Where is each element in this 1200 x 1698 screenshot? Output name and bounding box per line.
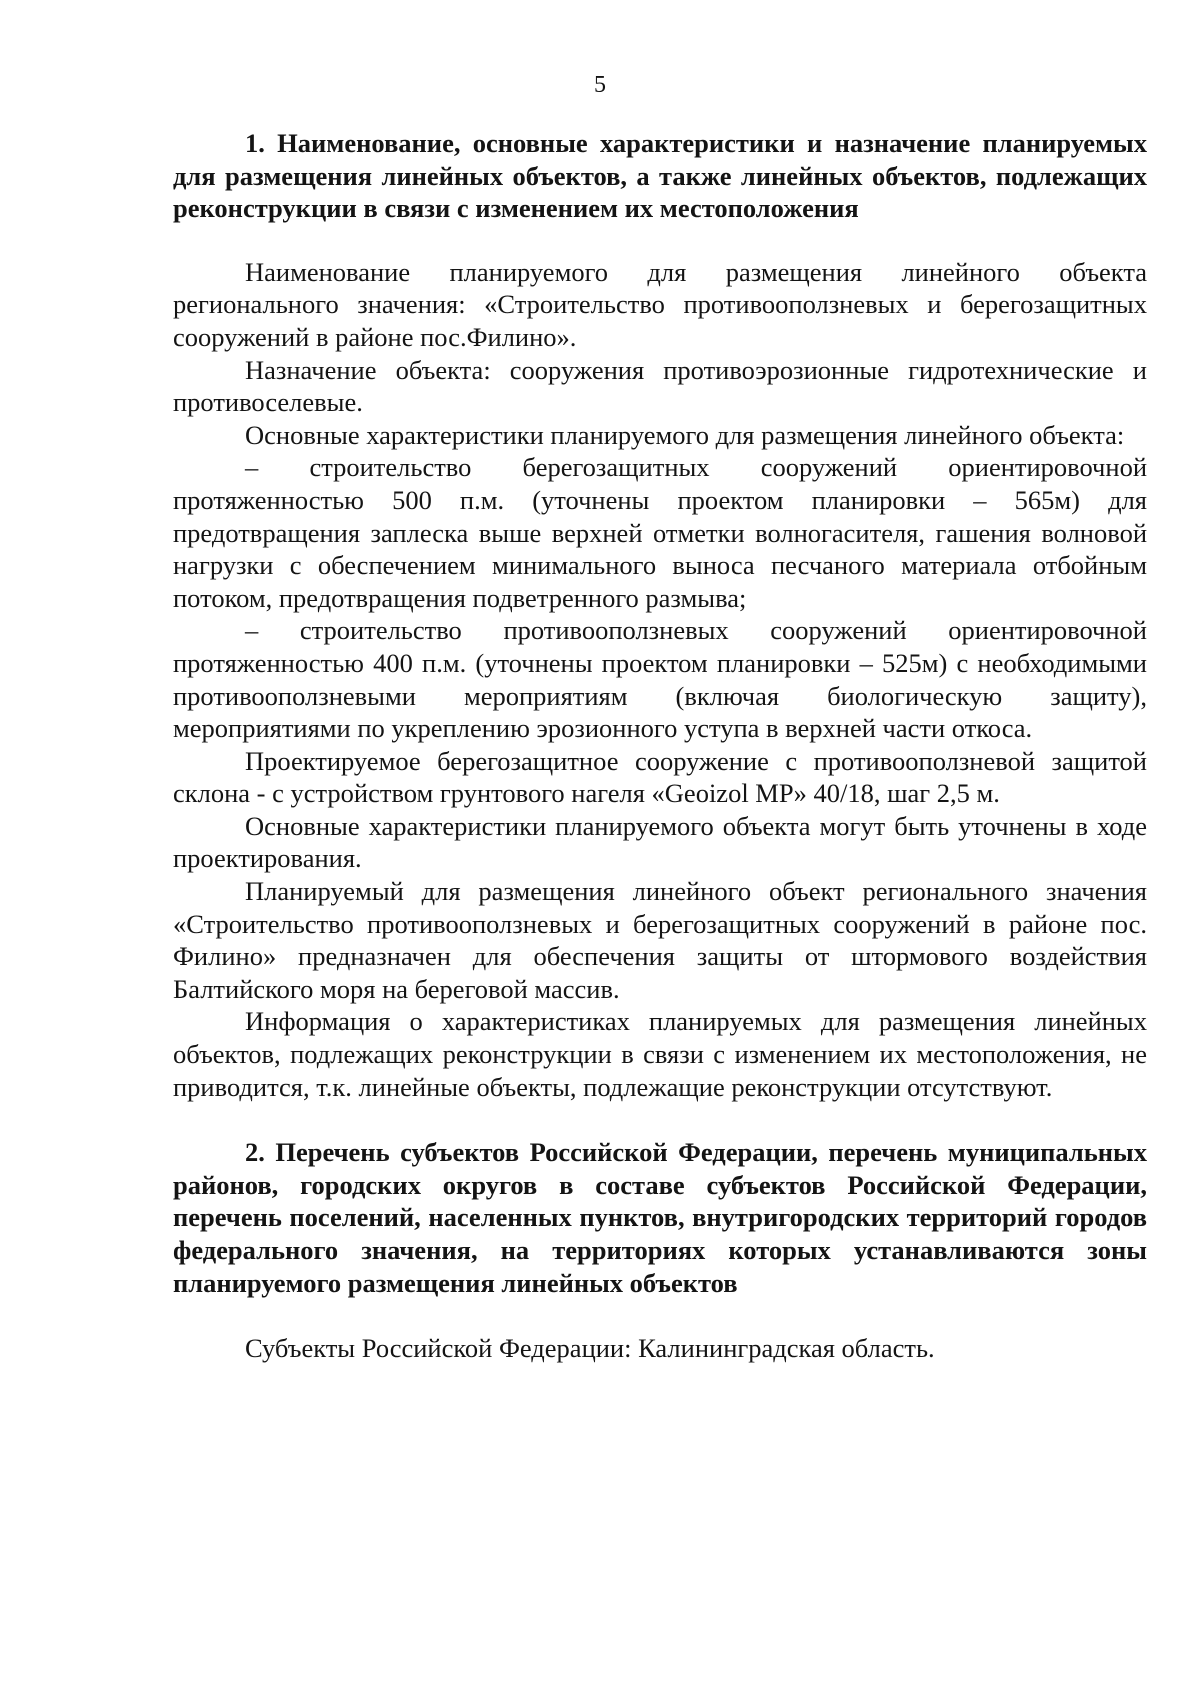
section-2-title: Перечень субъектов Российской Федерации, перечень муниципальных районов, городских округов в составе субъектов Российской Федерации, перечень поселений, населенных пунктов, внутригородских территорий городов федерального значения, на территориях которых устанавливаются зоны планируемого размещения линейных объектов — [173, 1137, 1147, 1298]
page-number: 5 — [594, 72, 606, 98]
section-2-paragraph: Субъекты Российской Федерации: Калининградская область. — [245, 1333, 935, 1364]
section-1-paragraph: Наименование планируемого для размещения линейного объекта регионального значения: «Строительство противооползневых и берегозащитных сооружений в районе пос.Филино». — [173, 256, 1147, 352]
section-1-paragraph: Основные характеристики планируемого для размещения линейного объекта: — [245, 419, 1125, 450]
section-1-number: 1. — [245, 128, 265, 158]
section-1-list-item: – строительство берегозащитных сооружений ориентировочной протяженностью 500 п.м. (уточнены проектом планировки – 565м) для предотвращения заплеска выше верхней отметки волногасителя, гашения волновой нагрузки с обеспечением минимального выноса песчаного материала отбойным потоком, предотвращения подветренного размыва; — [173, 452, 1147, 613]
section-1-paragraph: Информация о характеристиках планируемых для размещения линейных объектов, подлежащих реконструкции в связи с изменением их местоположения, не приводится, т.к. линейные объекты, подлежащие реконструкции отсутствуют. — [173, 1006, 1147, 1102]
section-1-title: Наименование, основные характеристики и назначение планируемых для размещения линейных объектов, а также линейных объектов, подлежащих реконструкции в связи с изменением их местоположения — [173, 128, 1147, 224]
section-2-heading — [173, 1136, 1147, 1299]
section-1-paragraph: Основные характеристики планируемого объекта могут быть уточнены в ходе проектирования. — [173, 810, 1147, 874]
section-1-list-item: – строительство противооползневых сооружений ориентировочной протяженностью 400 п.м. (уточнены проектом планировки – 525м) с необходимыми противооползневыми мероприятиям (включая биологическую защиту), мероприятиями по укреплению эрозионного уступа в верхней части откоса. — [173, 615, 1147, 744]
page-content — [173, 127, 1147, 1365]
section-1-paragraph: Назначение объекта: сооружения противоэрозионные гидротехнические и противоселевые. — [173, 354, 1147, 418]
section-1-paragraph: Планируемый для размещения линейного объект регионального значения «Строительство противооползневых и берегозащитных сооружений в районе пос. Филино» предназначен для обеспечения защиты от штормового воздействия Балтийского моря на береговой массив. — [173, 876, 1147, 1004]
section-1-paragraph: Проектируемое берегозащитное сооружение с противооползневой защитой склона - с устройством грунтового нагеля «Geoizol MP» 40/18, шаг 2,5 м. — [173, 745, 1147, 809]
section-2-number: 2. — [245, 1137, 265, 1168]
section-1-heading — [173, 127, 1147, 225]
